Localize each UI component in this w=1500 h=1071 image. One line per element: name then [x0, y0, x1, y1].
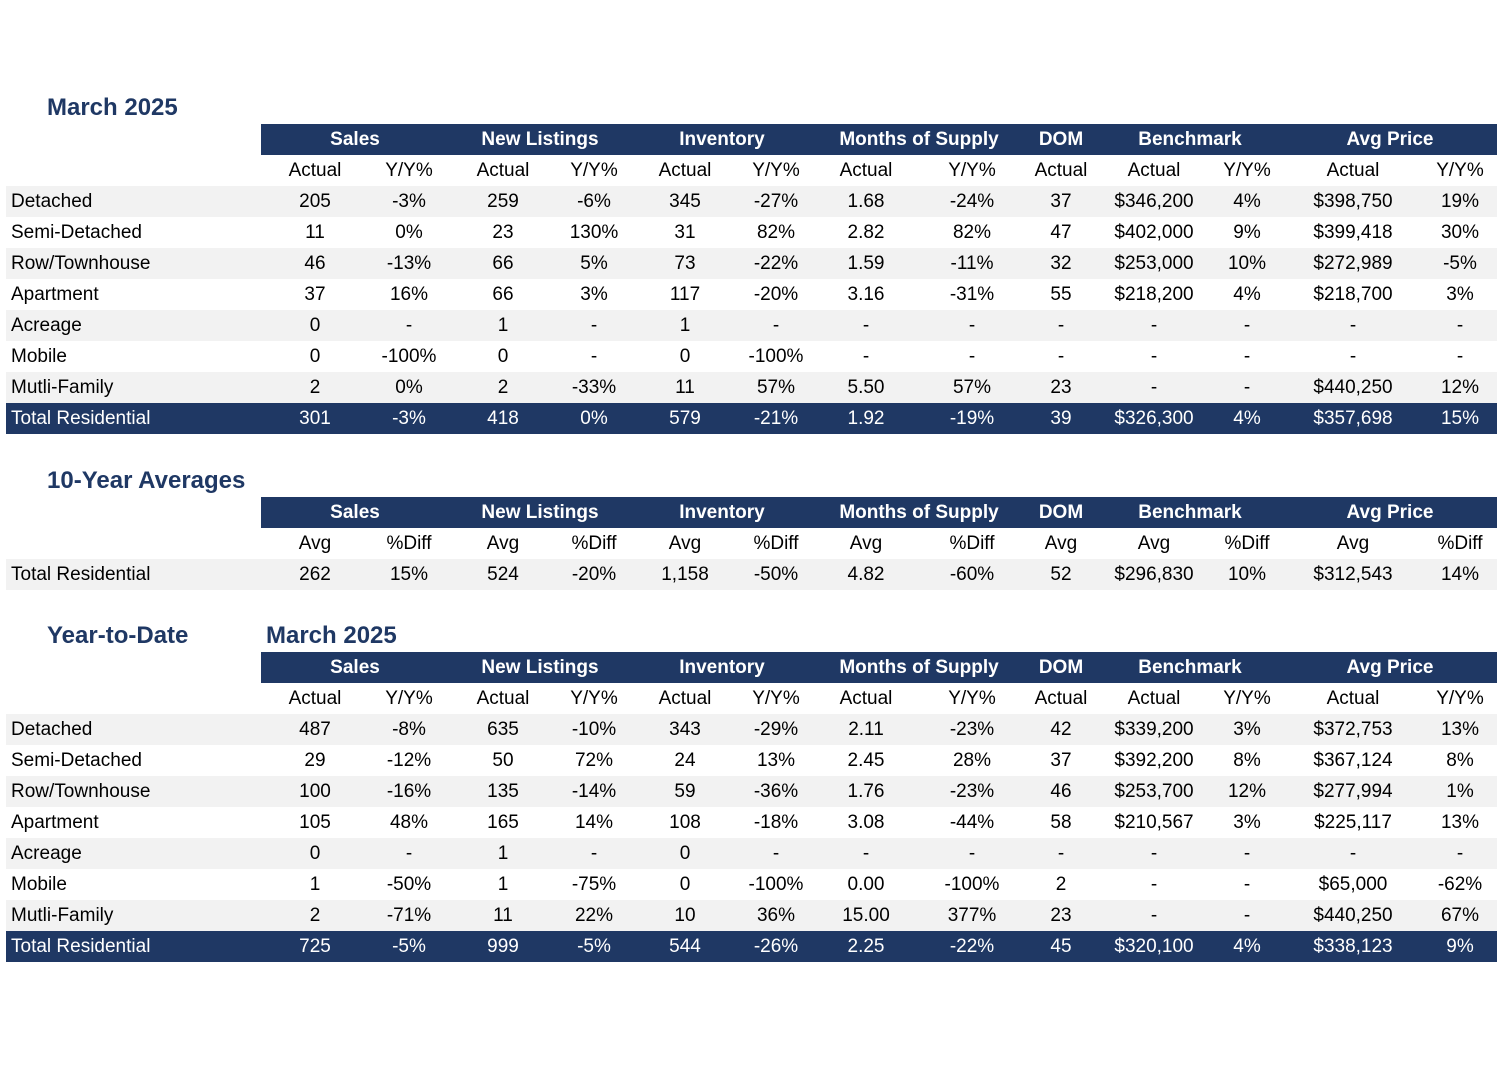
- march-table: [6, 124, 1497, 434]
- march-section-title: March 2025: [47, 94, 178, 121]
- ytd-section-subtitle: March 2025: [266, 622, 397, 649]
- ten-year-section-title: 10-Year Averages: [47, 467, 246, 494]
- ytd-table: [6, 652, 1497, 962]
- ten-year-table: [6, 497, 1497, 590]
- ytd-section-title: Year-to-Date: [47, 622, 189, 649]
